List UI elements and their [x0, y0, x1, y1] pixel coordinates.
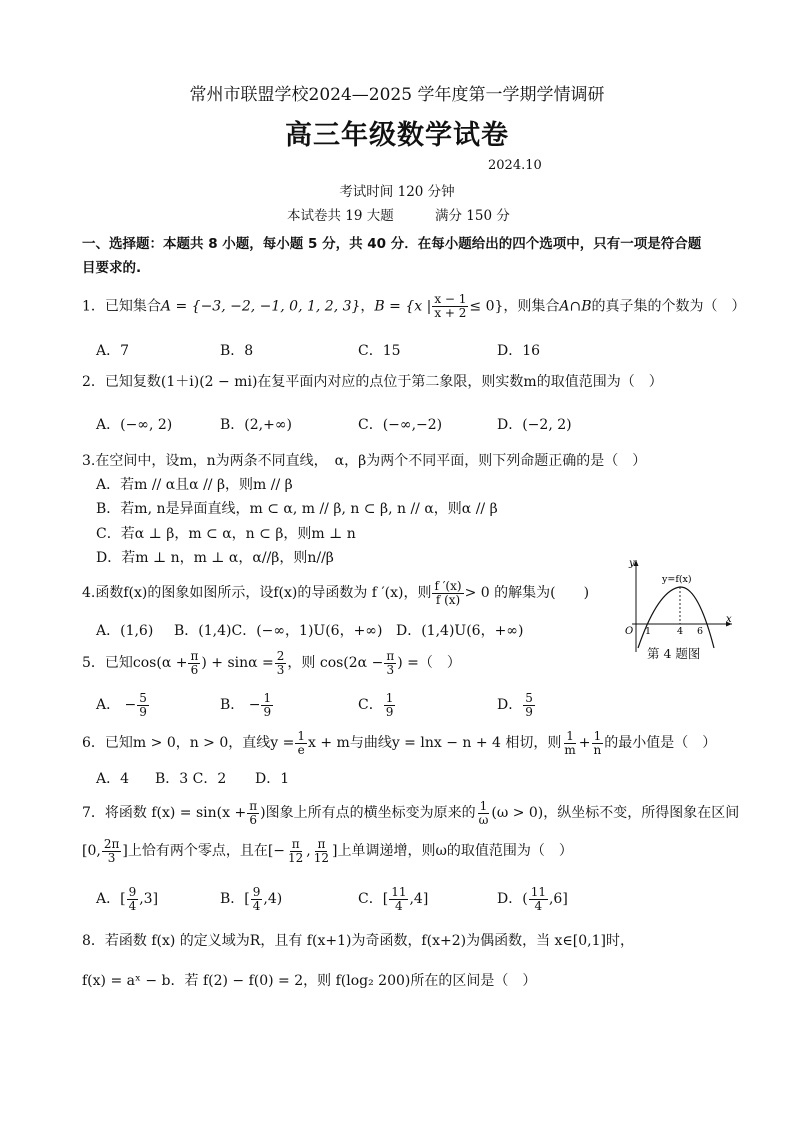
origin-label: O — [625, 626, 634, 637]
q3-option-c[interactable]: C．若α ⊥ β，m ⊂ α，n ⊂ β，则m ⊥ n — [96, 526, 356, 542]
exam-date: 2024.10 — [488, 158, 542, 173]
q4-fraction: $\frac{f '(x)}{f (x)}$ — [434, 578, 462, 607]
q1-option-b[interactable]: B．8 — [220, 343, 254, 359]
q7-text-e: ]上恰有两个零点，且在[− — [122, 843, 286, 859]
exam-paper-info: 本试卷共 19 大题 — [287, 208, 394, 224]
tick-1: 1 — [645, 626, 652, 637]
q5-option-a[interactable]: A． − $\frac{5}{9}$ — [96, 690, 147, 719]
tick-6: 6 — [697, 626, 704, 637]
q1-text-b: ，则集合 — [503, 298, 560, 315]
question-8-stem: 8．若函数 f(x) 的定义域为R，且有 f(x+1)为奇函数，f(x+2)为偶函数，当 x∈[0,1]时， — [82, 933, 634, 949]
q5-frac-3: $\frac{\pi}{3}$ — [386, 648, 395, 677]
function-curve — [638, 587, 714, 648]
q1-option-d[interactable]: D．16 — [497, 343, 541, 359]
q7-text-f: ]上单调递增，则ω的取值范围为（ ） — [332, 843, 573, 859]
q7-frac-2: $\frac{1}{\omega}$ — [478, 798, 489, 827]
q1-option-a[interactable]: A．7 — [96, 343, 130, 359]
q5-text-c: ，则 cos(2α − — [287, 655, 384, 671]
q7-text-b: )图象上所有点的横坐标变为原来的 — [260, 805, 476, 821]
q7-text-c: (ω > 0)，纵坐标不变，所得图象在区间 — [491, 805, 740, 821]
tick-4: 4 — [677, 626, 684, 637]
curve-label: y=f(x) — [662, 574, 692, 585]
y-axis-label: y — [629, 558, 635, 569]
question-2-stem: 2．已知复数(1＋i)(2 − mi)在复平面内对应的点位于第二象限，则实数m的取值范围为（ ） — [82, 374, 663, 390]
section-instruction: 一、选择题：本题共 8 小题，每小题 5 分，共 40 分．在每小题给出的四个选项中，只有一项是符合题 — [82, 236, 702, 252]
q3-option-b[interactable]: B．若m, n是异面直线，m ⊂ α, m // β, n ⊂ β, n // α，则α // β — [96, 501, 498, 517]
school-header: 常州市联盟学校2024—2025 学年度第一学期学情调研 — [189, 85, 605, 105]
q1-set-a: A = {−3, −2, −1, 0, 1, 2, 3} — [160, 298, 361, 315]
q2-option-c[interactable]: C．(−∞,−2) — [358, 417, 443, 433]
q2-option-d[interactable]: D．(−2, 2) — [497, 417, 572, 433]
q7-option-a[interactable]: A．[ $\frac{9}{4}$ ,3] — [96, 884, 159, 913]
q6-text-b: x + m与曲线y = lnx − n + 4 相切，则 — [308, 735, 562, 751]
q1-text: 1．已知集合 — [82, 298, 161, 315]
q6-frac-3: $\frac{1}{n}$ — [593, 728, 602, 757]
q6-option-a[interactable]: A．4 — [96, 771, 130, 787]
q1-text-c: 的真子集的个数为（ ） — [591, 298, 746, 315]
q6-option-d[interactable]: D．1 — [255, 771, 290, 787]
q7-text-a: 7．将函数 f(x) = sin(x + — [82, 805, 247, 821]
q7-frac-1: $\frac{\pi}{6}$ — [249, 798, 258, 827]
question-8-stem-line2: f(x) = aˣ − b．若 f(2) − f(0) = 2，则 f(log₂ 200)所在的区间是（ ） — [82, 973, 537, 989]
exam-time-info: 考试时间 120 分钟 — [339, 184, 455, 200]
q7-option-b[interactable]: B．[ $\frac{9}{4}$ ,4) — [220, 884, 283, 913]
q3-option-d[interactable]: D．若m ⊥ n，m ⊥ α，α//β，则n//β — [96, 550, 334, 566]
question-1-stem — [82, 293, 746, 320]
q6-frac-2: $\frac{1}{m}$ — [564, 728, 576, 757]
q4-option-b[interactable]: B．(1,4)C．(−∞，1)U(6，+∞) — [174, 623, 383, 639]
q4-graph-caption: 第 4 题图 — [647, 646, 701, 661]
question-7-stem — [82, 798, 739, 828]
q7-option-c[interactable]: C．[ $\frac{11}{4}$ ,4] — [358, 884, 429, 913]
section-instruction-cont: 目要求的. — [82, 260, 142, 276]
q5-text-b: ) + sinα = — [201, 655, 274, 671]
q6-frac-1: $\frac{1}{e}$ — [297, 728, 306, 757]
q5-text-d: ) =（ ） — [397, 655, 461, 671]
question-3-stem: 3.在空间中，设m，n为两条不同直线， α，β为两个不同平面，则下列命题正确的是（ ） — [82, 453, 647, 469]
q6-option-b[interactable]: B．3 C．2 — [155, 771, 227, 787]
q1-sep: ， — [360, 298, 375, 315]
q4-text: 4.函数f(x)的图象如图所示，设f(x)的导函数为 f ′(x)，则 — [82, 585, 432, 601]
q1-set-b: B = {x | — [374, 298, 432, 315]
q1-expr: A∩B — [559, 298, 592, 315]
q7-frac-4: $\frac{\pi}{12}$ — [288, 836, 304, 865]
q7-option-d[interactable]: D．( $\frac{11}{4}$ ,6] — [497, 884, 568, 913]
q1-option-c[interactable]: C．15 — [358, 343, 401, 359]
question-6-stem — [82, 728, 716, 758]
q6-plus: + — [578, 735, 591, 751]
q4-text-b: > 0 的解集为( ) — [464, 585, 590, 601]
question-4-stem — [82, 578, 589, 608]
q5-text-a: 5．已知cos(α + — [82, 655, 188, 671]
q5-option-c[interactable]: C． $\frac{1}{9}$ — [358, 690, 394, 719]
q6-text-a: 6．已知m > 0，n > 0，直线y = — [82, 735, 295, 751]
q5-option-d[interactable]: D． $\frac{5}{9}$ — [497, 690, 533, 719]
exam-score-info: 满分 150 分 — [435, 208, 510, 224]
q5-option-b[interactable]: B． − $\frac{1}{9}$ — [220, 690, 272, 719]
question-5-stem — [82, 648, 461, 678]
q5-frac-2: $\frac{2}{3}$ — [276, 648, 285, 677]
q2-option-a[interactable]: A．(−∞, 2) — [96, 417, 173, 433]
q7-comma: , — [306, 843, 311, 859]
q6-text-c: 的最小值是（ ） — [604, 735, 717, 751]
q1-set-b-end: ≤ 0} — [469, 298, 504, 315]
q7-frac-5: $\frac{\pi}{12}$ — [313, 836, 330, 865]
q4-option-d[interactable]: D．(1,4)U(6，+∞) — [396, 623, 524, 639]
q5-frac-1: $\frac{\pi}{6}$ — [190, 648, 199, 677]
question-7-stem-line2 — [82, 836, 573, 866]
exam-title: 高三年级数学试卷 — [285, 120, 509, 151]
q2-option-b[interactable]: B．(2,+∞) — [220, 417, 292, 433]
q3-option-a[interactable]: A．若m // α且α // β，则m // β — [96, 477, 293, 493]
q7-text-d: [0, — [82, 843, 101, 859]
q4-option-a[interactable]: A．(1,6) — [96, 623, 154, 639]
q1-fraction: $\frac{x - 1}{x + 2}$ — [434, 292, 467, 320]
q7-frac-3: $\frac{2\pi}{3}$ — [103, 836, 120, 865]
x-axis-label: x — [726, 614, 732, 625]
